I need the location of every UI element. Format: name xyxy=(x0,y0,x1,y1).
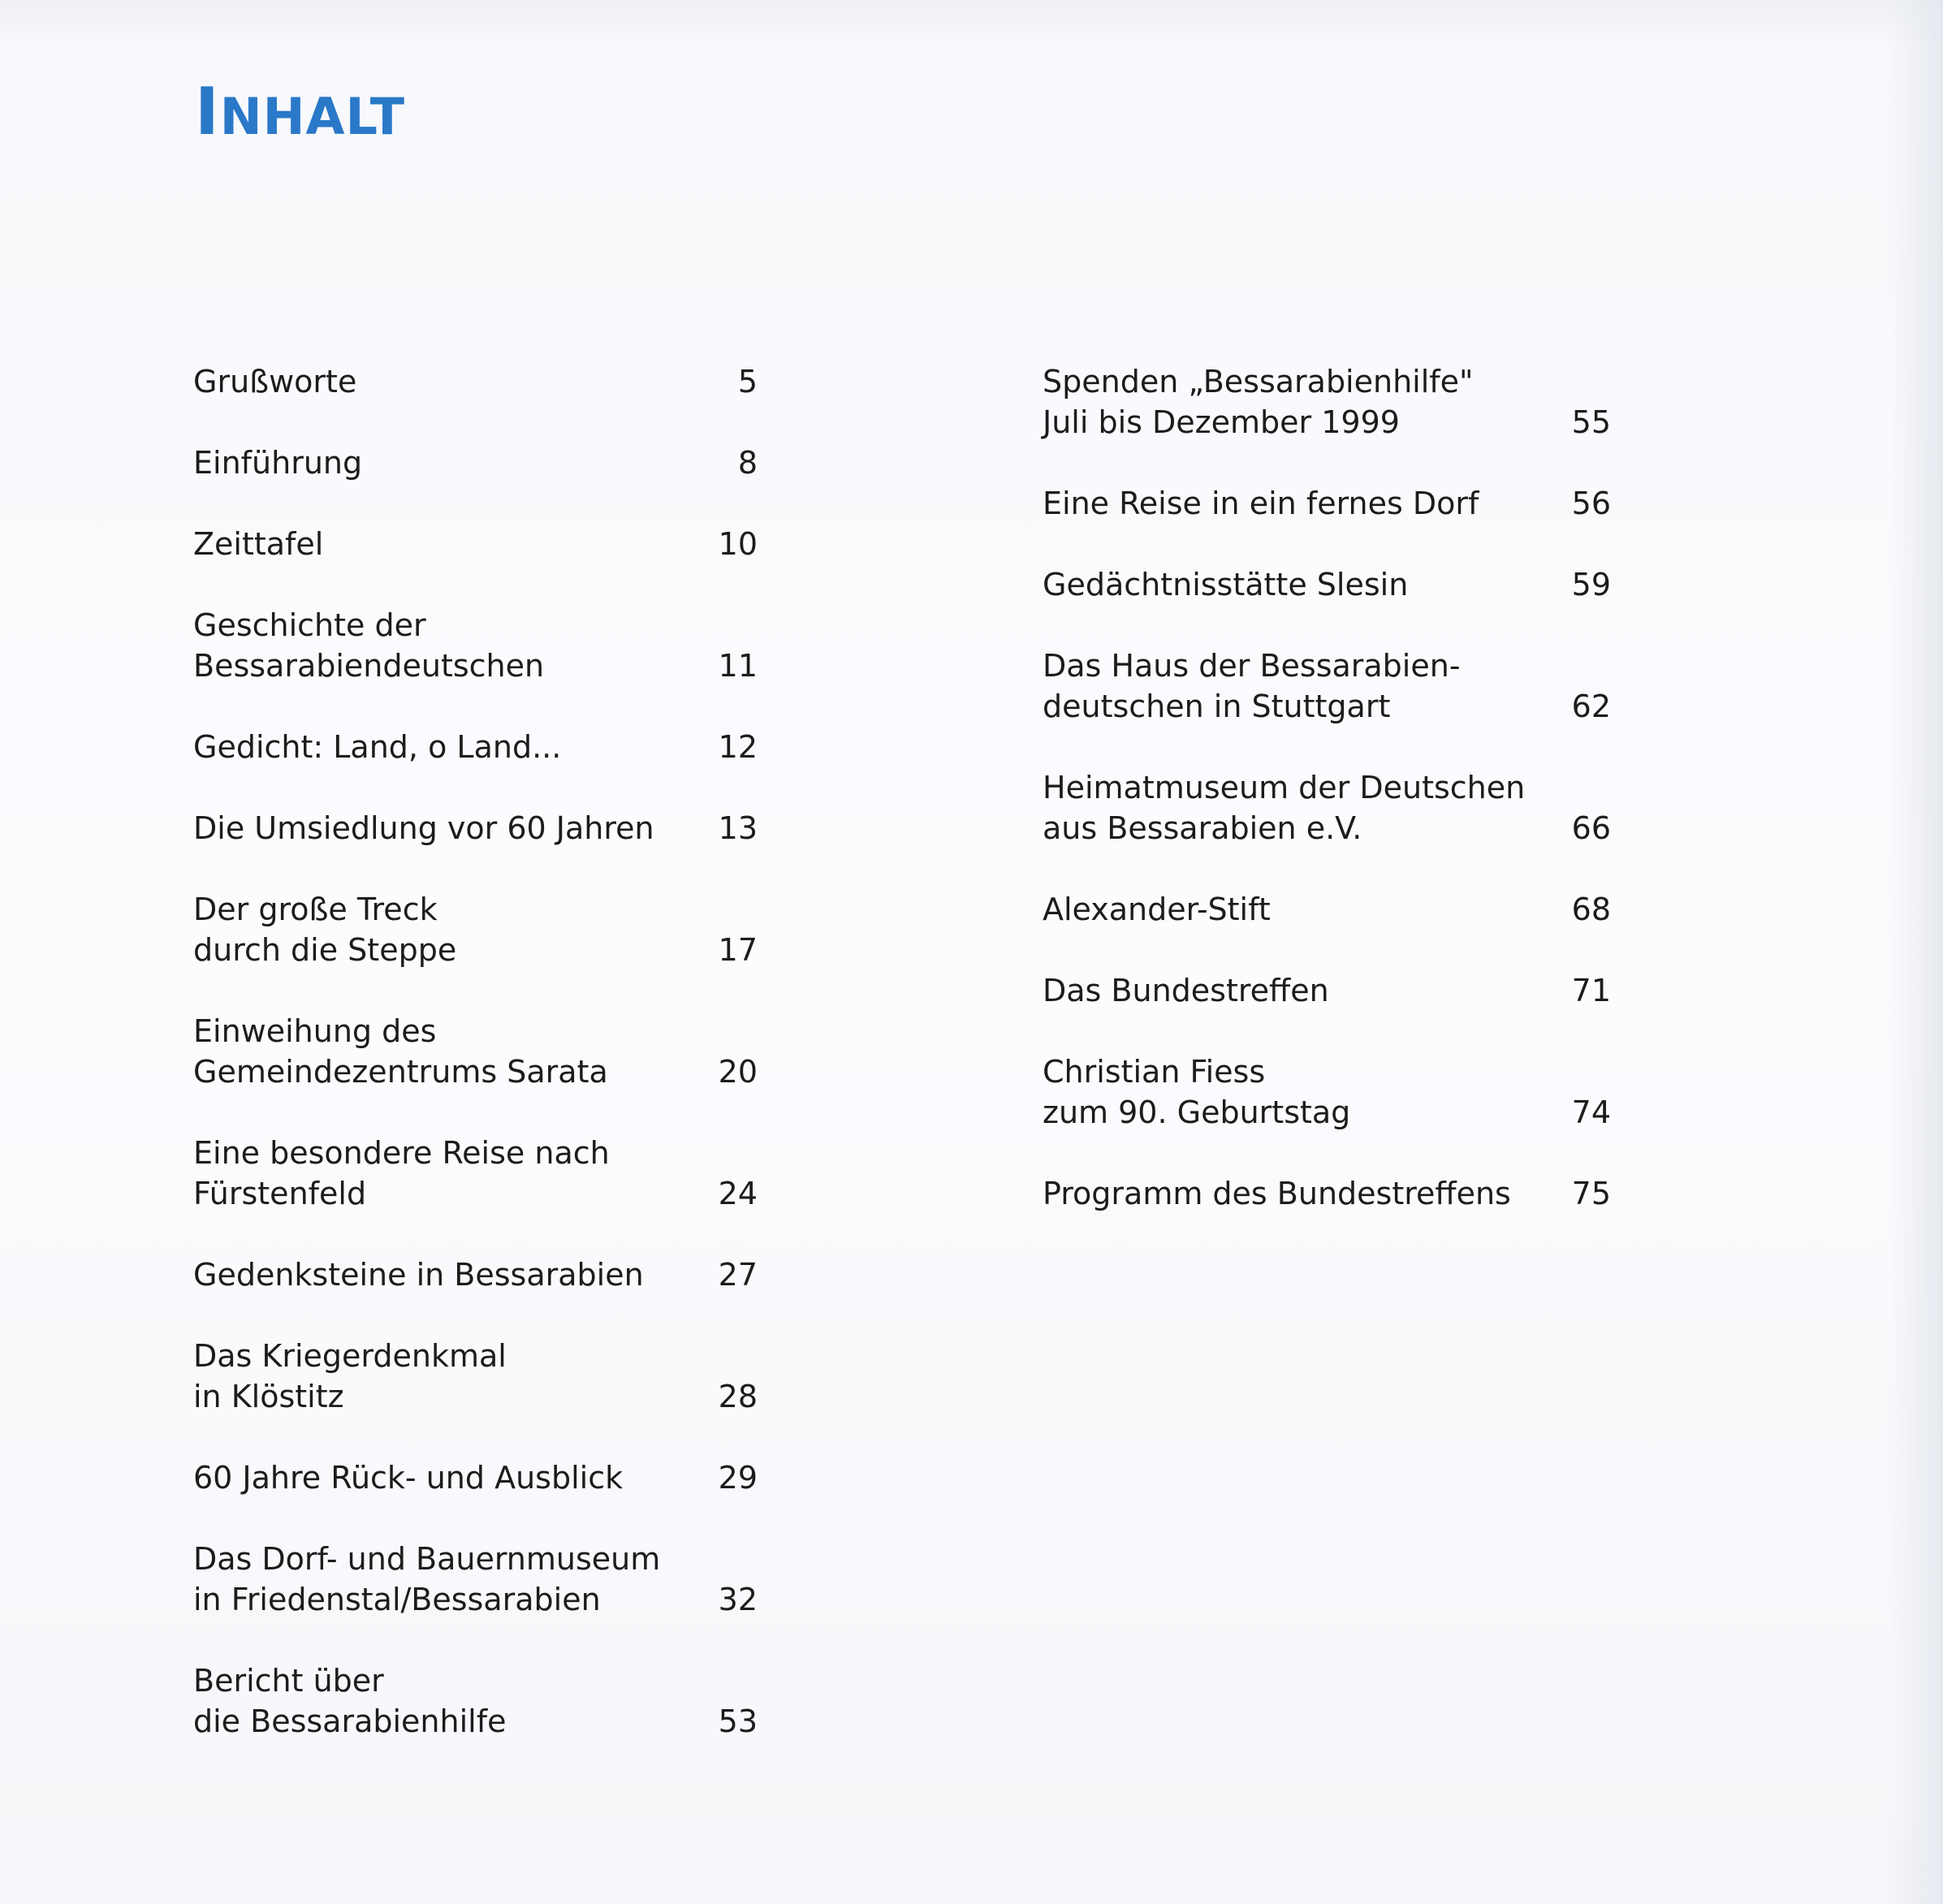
toc-entry-christian-fiess[interactable] xyxy=(1043,1051,1611,1133)
toc-entry-page: 24 xyxy=(718,1176,758,1211)
toc-entry-label: Heimatmuseum der Deutschen aus Bessarabien e.V. xyxy=(1043,770,1526,846)
toc-entry-gedicht[interactable] xyxy=(193,727,758,767)
toc-entry-label: Eine besondere Reise nach Fürstenfeld xyxy=(193,1135,610,1211)
toc-entry-page: 10 xyxy=(718,526,758,562)
toc-entry-rueckblick[interactable] xyxy=(193,1457,758,1498)
toc-entry-label: Das Haus der Bessarabien- deutschen in Stuttgart xyxy=(1043,648,1461,724)
toc-entry-page: 53 xyxy=(718,1703,758,1739)
toc-entry-page: 29 xyxy=(718,1460,758,1496)
toc-entry-spenden[interactable] xyxy=(1043,361,1611,443)
toc-entry-label: Gedächtnisstätte Slesin xyxy=(1043,567,1409,602)
toc-entry-label: Spenden „Bessarabienhilfe" Juli bis Dezember 1999 xyxy=(1043,364,1474,440)
toc-entry-page: 27 xyxy=(718,1257,758,1293)
toc-entry-label: Bericht über die Bessarabienhilfe xyxy=(193,1663,507,1739)
toc-entry-page: 55 xyxy=(1571,404,1611,440)
page-title xyxy=(195,74,406,149)
toc-entry-einfuehrung[interactable] xyxy=(193,443,758,483)
toc-entry-page: 56 xyxy=(1571,486,1611,521)
page-edge-shadow xyxy=(1886,0,1943,1904)
toc-entry-label: Alexander-Stift xyxy=(1043,892,1271,927)
toc-entry-label: Das Dorf- und Bauernmuseum in Friedenstal/Bessarabien xyxy=(193,1541,661,1617)
toc-entry-heimatmuseum[interactable] xyxy=(1043,767,1611,848)
toc-entry-label: Gedenksteine in Bessarabien xyxy=(193,1257,644,1293)
toc-entry-label: Das Bundestreffen xyxy=(1043,973,1329,1008)
toc-entry-reise-dorf[interactable] xyxy=(1043,483,1611,524)
toc-entry-haus-stuttgart[interactable] xyxy=(1043,645,1611,727)
toc-entry-label: Programm des Bundestreffens xyxy=(1043,1176,1511,1211)
toc-entry-page: 8 xyxy=(737,445,758,481)
toc-entry-umsiedlung[interactable] xyxy=(193,808,758,848)
toc-entry-page: 5 xyxy=(737,364,758,399)
toc-entry-einweihung[interactable] xyxy=(193,1011,758,1092)
toc-entry-programm[interactable] xyxy=(1043,1173,1611,1214)
toc-entry-page: 66 xyxy=(1571,810,1611,846)
toc-entry-treck[interactable] xyxy=(193,889,758,970)
toc-entry-label: Einführung xyxy=(193,445,363,481)
toc-entry-page: 59 xyxy=(1571,567,1611,602)
toc-entry-kriegerdenkmal[interactable] xyxy=(193,1336,758,1417)
toc-entry-label: Christian Fiess zum 90. Geburtstag xyxy=(1043,1054,1351,1130)
toc-entry-bundestreffen[interactable] xyxy=(1043,970,1611,1011)
toc-entry-page: 20 xyxy=(718,1054,758,1090)
toc-entry-alexander-stift[interactable] xyxy=(1043,889,1611,930)
toc-entry-page: 28 xyxy=(718,1379,758,1414)
toc-entry-page: 12 xyxy=(718,729,758,765)
toc-entry-zeittafel[interactable] xyxy=(193,524,758,564)
toc-entry-page: 74 xyxy=(1571,1094,1611,1130)
toc-entry-bericht[interactable] xyxy=(193,1660,758,1742)
toc-entry-label: Geschichte der Bessarabiendeutschen xyxy=(193,607,545,684)
toc-entry-dorfmuseum[interactable] xyxy=(193,1539,758,1620)
toc-entry-label: Gedicht: Land, o Land... xyxy=(193,729,562,765)
toc-entry-label: Eine Reise in ein fernes Dorf xyxy=(1043,486,1479,521)
toc-entry-label: Das Kriegerdenkmal in Klöstitz xyxy=(193,1338,507,1414)
toc-entry-page: 68 xyxy=(1571,892,1611,927)
toc-entry-page: 62 xyxy=(1571,689,1611,724)
toc-entry-page: 71 xyxy=(1571,973,1611,1008)
toc-entry-reise-fuerstenfeld[interactable] xyxy=(193,1133,758,1214)
toc-entry-page: 13 xyxy=(718,810,758,846)
toc-entry-label: Einweihung des Gemeindezentrums Sarata xyxy=(193,1013,608,1090)
toc-entry-page: 32 xyxy=(718,1582,758,1617)
toc-entry-label: Die Umsiedlung vor 60 Jahren xyxy=(193,810,654,846)
toc-entry-label: 60 Jahre Rück- und Ausblick xyxy=(193,1460,624,1496)
title-rest: NHALT xyxy=(219,87,406,146)
toc-entry-geschichte[interactable] xyxy=(193,605,758,686)
title-initial: I xyxy=(195,74,220,149)
toc-entry-page: 17 xyxy=(718,932,758,968)
toc-entry-page: 11 xyxy=(718,648,758,684)
toc-entry-page: 75 xyxy=(1571,1176,1611,1211)
toc-entry-gedenksteine[interactable] xyxy=(193,1254,758,1295)
toc-entry-label: Zeittafel xyxy=(193,526,324,562)
toc-entry-label: Grußworte xyxy=(193,364,357,399)
toc-entry-slesin[interactable] xyxy=(1043,564,1611,605)
toc-entry-label: Der große Treck durch die Steppe xyxy=(193,892,457,968)
toc-entry-grussworte[interactable] xyxy=(193,361,758,402)
